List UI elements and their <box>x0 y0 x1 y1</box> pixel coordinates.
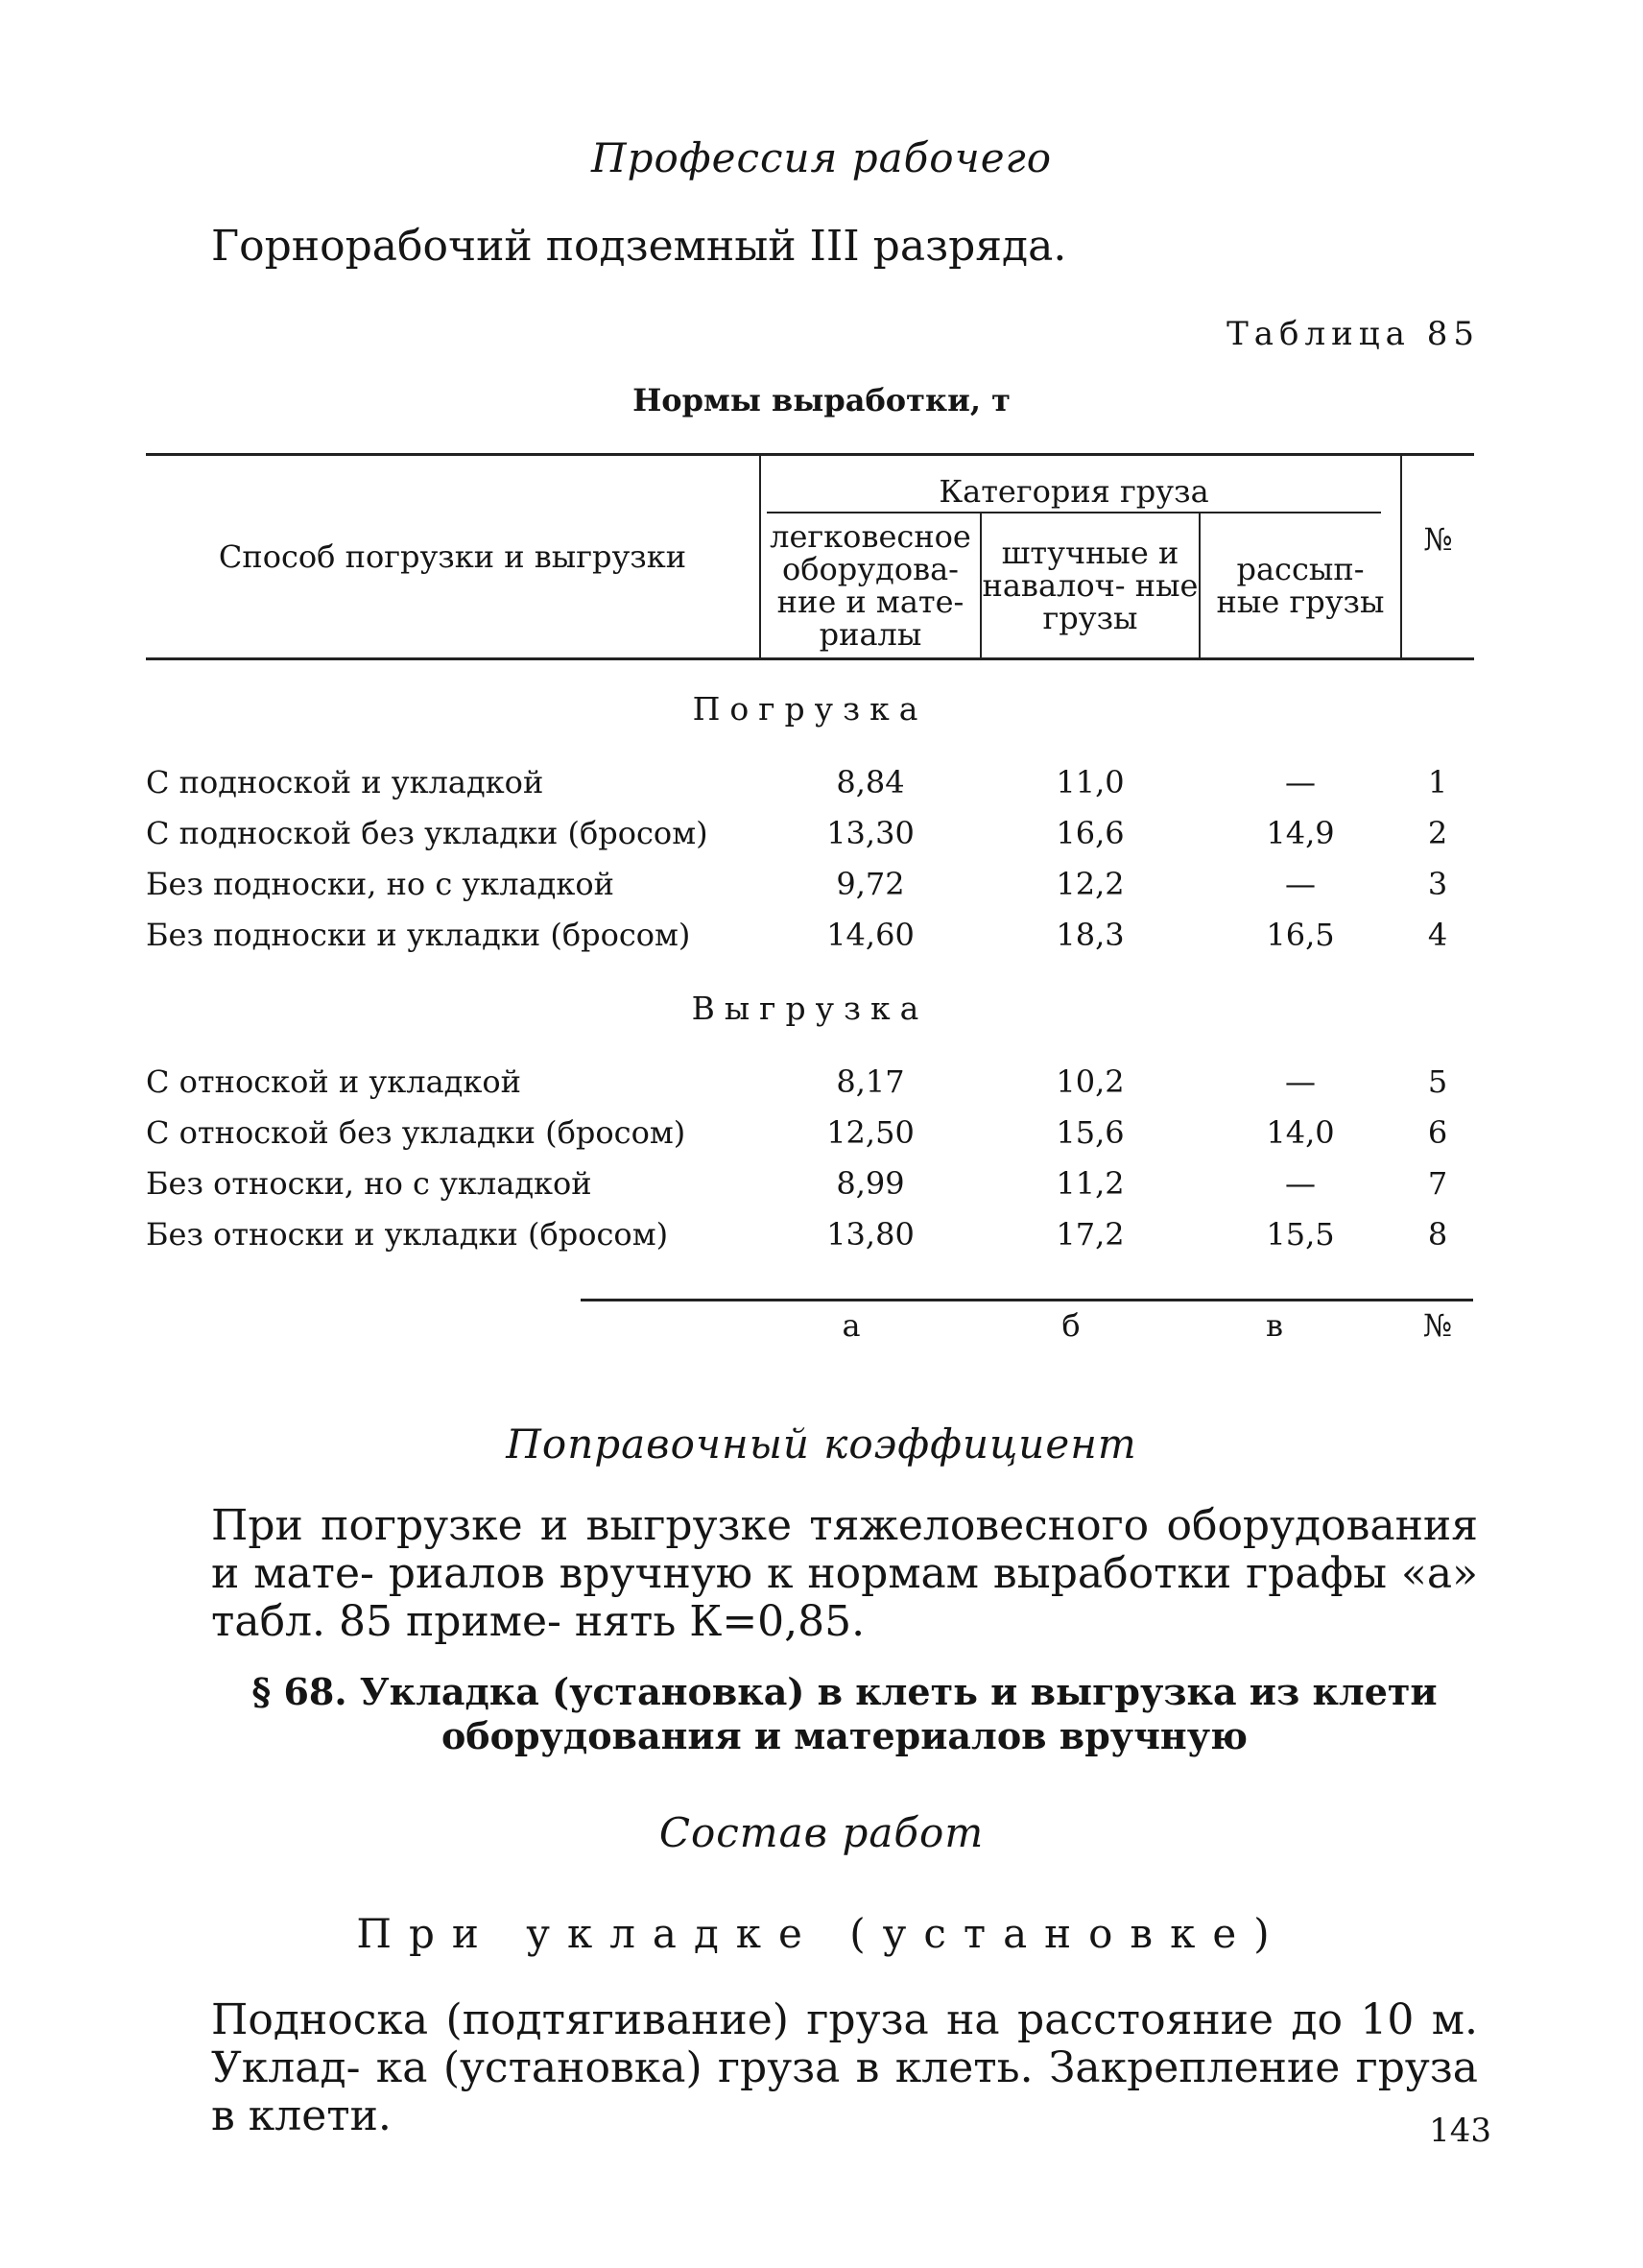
row-value-c: — <box>1285 763 1316 800</box>
row-number: 5 <box>1427 1062 1448 1100</box>
row-value-b: 15,6 <box>1056 1113 1125 1151</box>
column-key-a: а <box>842 1307 861 1344</box>
table-row <box>146 756 1474 807</box>
table-row <box>146 1107 1474 1158</box>
row-method: Без относки и укладки (бросом) <box>146 1215 669 1253</box>
profession-heading: Профессия рабочего <box>590 134 1053 181</box>
row-value-c: 16,5 <box>1266 916 1335 953</box>
row-method: С отноской без укладки (бросом) <box>146 1113 686 1151</box>
table-row <box>146 909 1474 960</box>
row-value-c: 15,5 <box>1266 1215 1335 1253</box>
header-number: № <box>1401 455 1474 659</box>
row-value-b: 18,3 <box>1056 916 1125 953</box>
install-text: Подноска (подтягивание) груза на расстояние до 10 м. Уклад- ка (установка) груза в клеть. Закрепление груза в клети. <box>211 1995 1478 2140</box>
row-number: 7 <box>1427 1164 1448 1202</box>
row-number: 1 <box>1427 763 1448 800</box>
row-number: 6 <box>1427 1113 1448 1151</box>
row-method: Без подноски, но с укладкой <box>146 865 614 902</box>
column-key-b: б <box>1061 1307 1081 1344</box>
coefficient-heading: Поправочный коэффициент <box>506 1420 1137 1468</box>
row-number: 8 <box>1427 1215 1448 1253</box>
row-number: 2 <box>1427 814 1448 851</box>
coefficient-text: При погрузке и выгрузке тяжеловесного оборудования и мате- риалов вручную к нормам выработки графы «а» табл. 85 приме- нять К=0,85. <box>211 1501 1478 1646</box>
header-col-a: легковесное оборудова- ние и мате- риалы <box>760 513 981 659</box>
install-heading: При укладке (установке) <box>356 1910 1287 1957</box>
header-category-label: Категория груза <box>767 475 1381 513</box>
header-col-b: штучные и навалоч- ные грузы <box>981 513 1200 659</box>
row-value-b: 16,6 <box>1056 814 1125 851</box>
row-value-a: 9,72 <box>836 865 905 902</box>
row-method: С подноской без укладки (бросом) <box>146 814 708 851</box>
page-number: 143 <box>1429 2112 1491 2150</box>
row-value-a: 14,60 <box>826 916 915 953</box>
row-value-c: — <box>1285 1062 1316 1100</box>
row-value-a: 13,80 <box>826 1215 915 1253</box>
table-row <box>146 1056 1474 1107</box>
table-row <box>146 858 1474 909</box>
row-value-a: 8,17 <box>836 1062 905 1100</box>
row-method: Без относки, но с укладкой <box>146 1164 592 1202</box>
row-method: Без подноски и укладки (бросом) <box>146 916 691 953</box>
section-heading: § 68. Укладка (установка) в клеть и выгрузка из клети оборудования и материалов вручную <box>251 1670 1438 1757</box>
row-number: 4 <box>1427 916 1448 953</box>
section-title-unloading: Выгрузка <box>691 989 929 1027</box>
row-value-a: 8,99 <box>836 1164 905 1202</box>
norms-table <box>146 453 1474 1259</box>
section-title-loading: Погрузка <box>692 689 928 728</box>
table-row <box>146 1208 1474 1259</box>
header-col-c: рассып- ные грузы <box>1200 513 1401 659</box>
row-value-b: 17,2 <box>1056 1215 1125 1253</box>
table-row <box>146 807 1474 858</box>
row-value-c: — <box>1285 1164 1316 1202</box>
header-category <box>760 455 1401 514</box>
table-label: Таблица 85 <box>1226 315 1480 353</box>
row-value-c: — <box>1285 865 1316 902</box>
work-heading: Состав работ <box>658 1809 985 1856</box>
row-method: С подноской и укладкой <box>146 763 544 800</box>
row-value-b: 12,2 <box>1056 865 1125 902</box>
row-value-b: 11,2 <box>1056 1164 1125 1202</box>
profession-text: Горнорабочий подземный III разряда. <box>211 222 1067 271</box>
table-footer-rule <box>581 1299 1473 1301</box>
row-value-a: 13,30 <box>826 814 915 851</box>
row-value-a: 12,50 <box>826 1113 915 1151</box>
row-value-c: 14,0 <box>1266 1113 1335 1151</box>
row-value-c: 14,9 <box>1266 814 1335 851</box>
row-number: 3 <box>1427 865 1448 902</box>
table-title: Нормы выработки, т <box>632 382 1011 418</box>
header-method: Способ погрузки и выгрузки <box>146 455 760 659</box>
row-value-b: 11,0 <box>1056 763 1125 800</box>
column-key-number: № <box>1422 1307 1453 1344</box>
row-value-b: 10,2 <box>1056 1062 1125 1100</box>
table-row <box>146 1158 1474 1208</box>
row-value-a: 8,84 <box>836 763 905 800</box>
column-key-c: в <box>1265 1307 1283 1344</box>
row-method: С отноской и укладкой <box>146 1062 521 1100</box>
